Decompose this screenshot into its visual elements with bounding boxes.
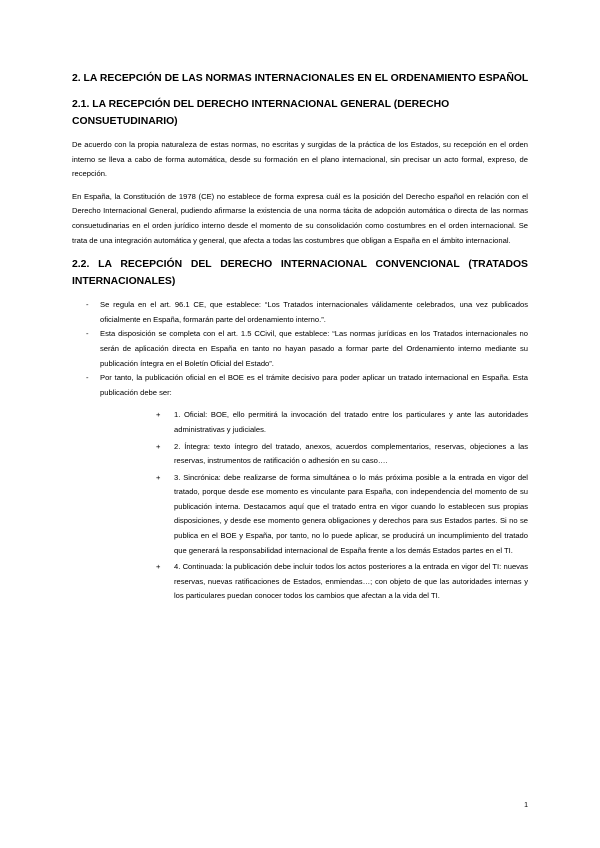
- publication-requirements-list: [100, 408, 528, 604]
- section-1-paragraph-1: De acuerdo con la propia naturaleza de estas normas, no escritas y surgidas de la práctica de los Estados, su recepción en el orden interno se lleva a cabo de forma automática, desde su formación en el plano internacional, sin precisar un acto formal, expreso, de recepción.: [72, 140, 528, 179]
- section-1-paragraph-2: En España, la Constitución de 1978 (CE) no establece de forma expresa cuál es la posición del Derecho español en relación con el Derecho Internacional General, pudiendo afirmarse la existencia de una norma tácita de adopción automática o directa de las normas consuetudinarias en el orden jurídico interno desde el momento de su consolidación como costumbres en el orden internacional. Se trata de una integración automática y general, que afecta a todas las costumbres que obligan a España en el ámbito internacional.: [72, 191, 528, 245]
- sub-list-item-text: 2. Íntegra: texto íntegro del tratado, anexos, acuerdos complementarios, reservas, objeciones a las reservas, instrumentos de ratificación o adhesión en su caso….: [174, 441, 528, 466]
- list-item-text: Esta disposición se completa con el art. 1.5 CCivil, que establece: “Las normas jurídicas en los Tratados internacionales no serán de aplicación directa en España en tanto no hayan pasado a formar parte del Ordenamiento interno mediante su publicación íntegra en el Boletín Oficial del Estado”.: [100, 329, 528, 368]
- sub-list-item: [100, 440, 528, 469]
- sub-list-item: [100, 471, 528, 559]
- list-item: [72, 327, 528, 371]
- plus-bullet: +: [156, 562, 161, 572]
- sub-list-item-text: 3. Sincrónica: debe realizarse de forma simultánea o lo más próxima posible a la entrada en vigor del tratado, porque desde ese momento es vinculante para España, con independencia del momento de su publicación interna. Destacamos aquí que el tratado entra en vigor cuando lo establecen sus propias disposiciones, y desde ese momento genera obligaciones y derechos para sus Estados partes. Si no se publica en el BOE y España, por tanto, no lo puede aplicar, se producirá un incumplimiento del tratado que generará la responsabilidad internacional de España frente a los demás Estados partes en el TI.: [174, 472, 528, 555]
- main-heading: 2. LA RECEPCIÓN DE LAS NORMAS INTERNACIONALES EN EL ORDENAMIENTO ESPAÑOL: [72, 73, 529, 84]
- sub-list-item: [100, 408, 528, 437]
- list-item-text: Por tanto, la publicación oficial en el BOE es el trámite decisivo para poder aplicar un tratado internacional en España. Esta publicación debe ser:: [100, 373, 528, 397]
- section-2-heading: 2.2. LA RECEPCIÓN DEL DERECHO INTERNACIONAL CONVENCIONAL (TRATADOS INTERNACIONALES): [72, 259, 528, 288]
- plus-bullet: +: [156, 472, 161, 482]
- list-item-text: Se regula en el art. 96.1 CE, que establece: “Los Tratados internacionales válidamente celebrados, una vez publicados oficialmente en España, formarán parte del ordenamiento interno.”.: [100, 300, 528, 324]
- plus-bullet: +: [156, 410, 161, 420]
- list-item: [72, 298, 528, 327]
- sub-list-item: [100, 560, 528, 604]
- plus-bullet: +: [156, 441, 161, 451]
- section-2-list: [72, 298, 528, 604]
- sub-list-item-text: 1. Oficial: BOE, ello permitirá la invocación del tratado entre los particulares y ante las autoridades administrativas y judiciales.: [174, 410, 528, 434]
- section-1-heading: 2.1. LA RECEPCIÓN DEL DERECHO INTERNACIONAL GENERAL (DERECHO CONSUETUDINARIO): [72, 99, 450, 127]
- page-number: 1: [524, 802, 528, 809]
- document-page: [72, 72, 528, 612]
- sub-list-item-text: 4. Continuada: la publicación debe incluir todos los actos posteriores a la entrada en vigor del TI: nuevas reservas, nuevas ratificaciones de Estados, enmiendas…; con objeto de que las autoridades internas y los particulares puedan conocer todos los cambios que afectan a la vida del TI.: [174, 562, 528, 601]
- list-item: [72, 371, 528, 604]
